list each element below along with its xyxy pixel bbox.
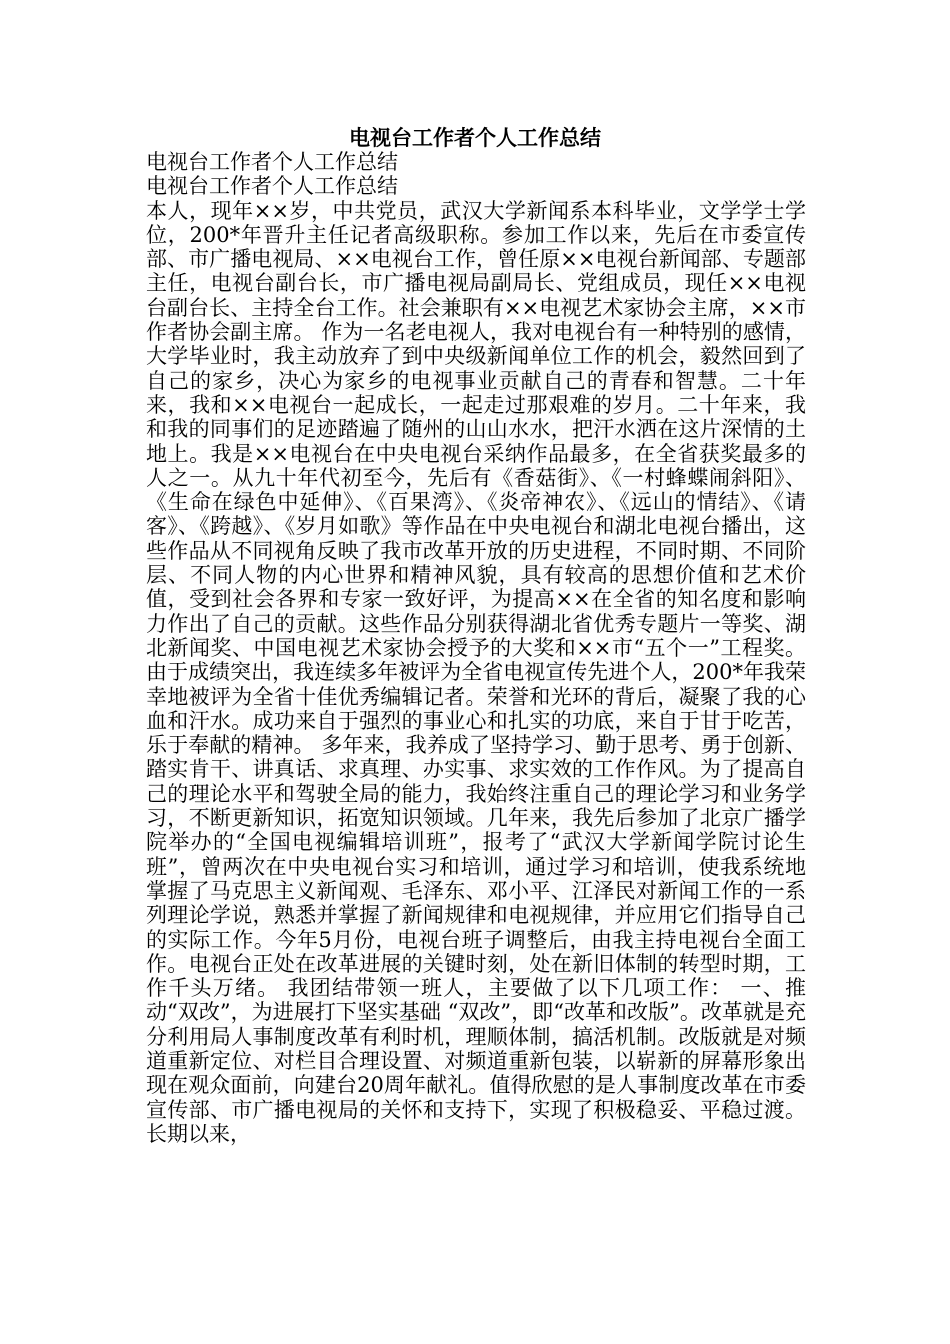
- document-body: [146, 150, 806, 1146]
- document-subtitle-1: 电视台工作者个人工作总结: [146, 150, 398, 174]
- document-paragraph: 本人，现年××岁，中共党员，武汉大学新闻系本科毕业，文学学士学位，200*年晋升主任记者高级职称。参加工作以来，先后在市委宣传部、市广播电视局、××电视台工作，曾任原××电视台新闻部、专题部主任，电视台副台长，市广播电视局副局长、党组成员，现任××电视台副台长、主持全台工作。社会兼职有××电视艺术家协会主席，××市作者协会副主席。 作为一名老电视人，我对电视台有一种特别的感情，大学毕业时，我主动放弃了到中央级新闻单位工作的机会，毅然回到了自己的家乡，决心为家乡的电视事业贡献自己的青春和智慧。二十年来，我和××电视台一起成长，一起走过那艰难的岁月。二十年来，我和我的同事们的足迹踏遍了随州的山山水水，把汗水洒在这片深情的土地上。我是××电视台在中央电视台采纳作品最多，在全省获奖最多的人之一。从九十年代初至今，先后有《香菇街》、《一村蜂蝶闹斜阳》、《生命在绿色中延伸》、《百果湾》、《炎帝神农》、《远山的情结》、《请客》、《跨越》、《岁月如歌》等作品在中央电视台和湖北电视台播出，这些作品从不同视角反映了我市改革开放的历史进程，不同时期、不同阶层、不同人物的内心世界和精神风貌，具有较高的思想价值和艺术价值，受到社会各界和专家一致好评，为提高××在全省的知名度和影响力作出了自己的贡献。这些作品分别获得湖北省优秀专题片一等奖、湖北新闻奖、中国电视艺术家协会授予的大奖和××市“五个一”工程奖。由于成绩突出，我连续多年被评为全省电视宣传先进个人，200*年我荣幸地被评为全省十佳优秀编辑记者。荣誉和光环的背后，凝聚了我的心血和汗水。成功来自于强烈的事业心和扎实的功底，来自于甘于吃苦，乐于奉献的精神。 多年来，我养成了坚持学习、勤于思考、勇于创新、踏实肯干、讲真话、求真理、办实事、求实效的工作作风。为了提高自己的理论水平和驾驶全局的能力，我始终注重自己的理论学习和业务学习，不断更新知识，拓宽知识领域。几年来，我先后参加了北京广播学院举办的“全国电视编辑培训班”，报考了“武汉大学新闻学院讨论生班”，曾两次在中央电视台实习和培训，通过学习和培训，使我系统地掌握了马克思主义新闻观、毛泽东、邓小平、江泽民对新闻工作的一系列理论学说，熟悉并掌握了新闻规律和电视规律，并应用它们指导自己的实际工作。今年5月份，电视台班子调整后，由我主持电视台全面工作。电视台正处在改革进展的关键时刻，处在新旧体制的转型时期，工作千头万绪。 我团结带领一班人，主要做了以下几项工作： 一、推动“双改”，为进展打下坚实基础 “双改”，即“改革和改版”。改革就是充分利用局人事制度改革有利时机，理顺体制，搞活机制。改版就是对频道重新定位、对栏目合理设置、对频道重新包装，以崭新的屏幕形象出现在观众面前，向建台20周年献礼。值得欣慰的是人事制度改革在市委宣传部、市广播电视局的关怀和支持下，实现了积极稳妥、平稳过渡。长期以来，: [146, 198, 806, 1146]
- document-title: 电视台工作者个人工作总结: [349, 126, 601, 150]
- document-subtitle-2: 电视台工作者个人工作总结: [146, 174, 398, 199]
